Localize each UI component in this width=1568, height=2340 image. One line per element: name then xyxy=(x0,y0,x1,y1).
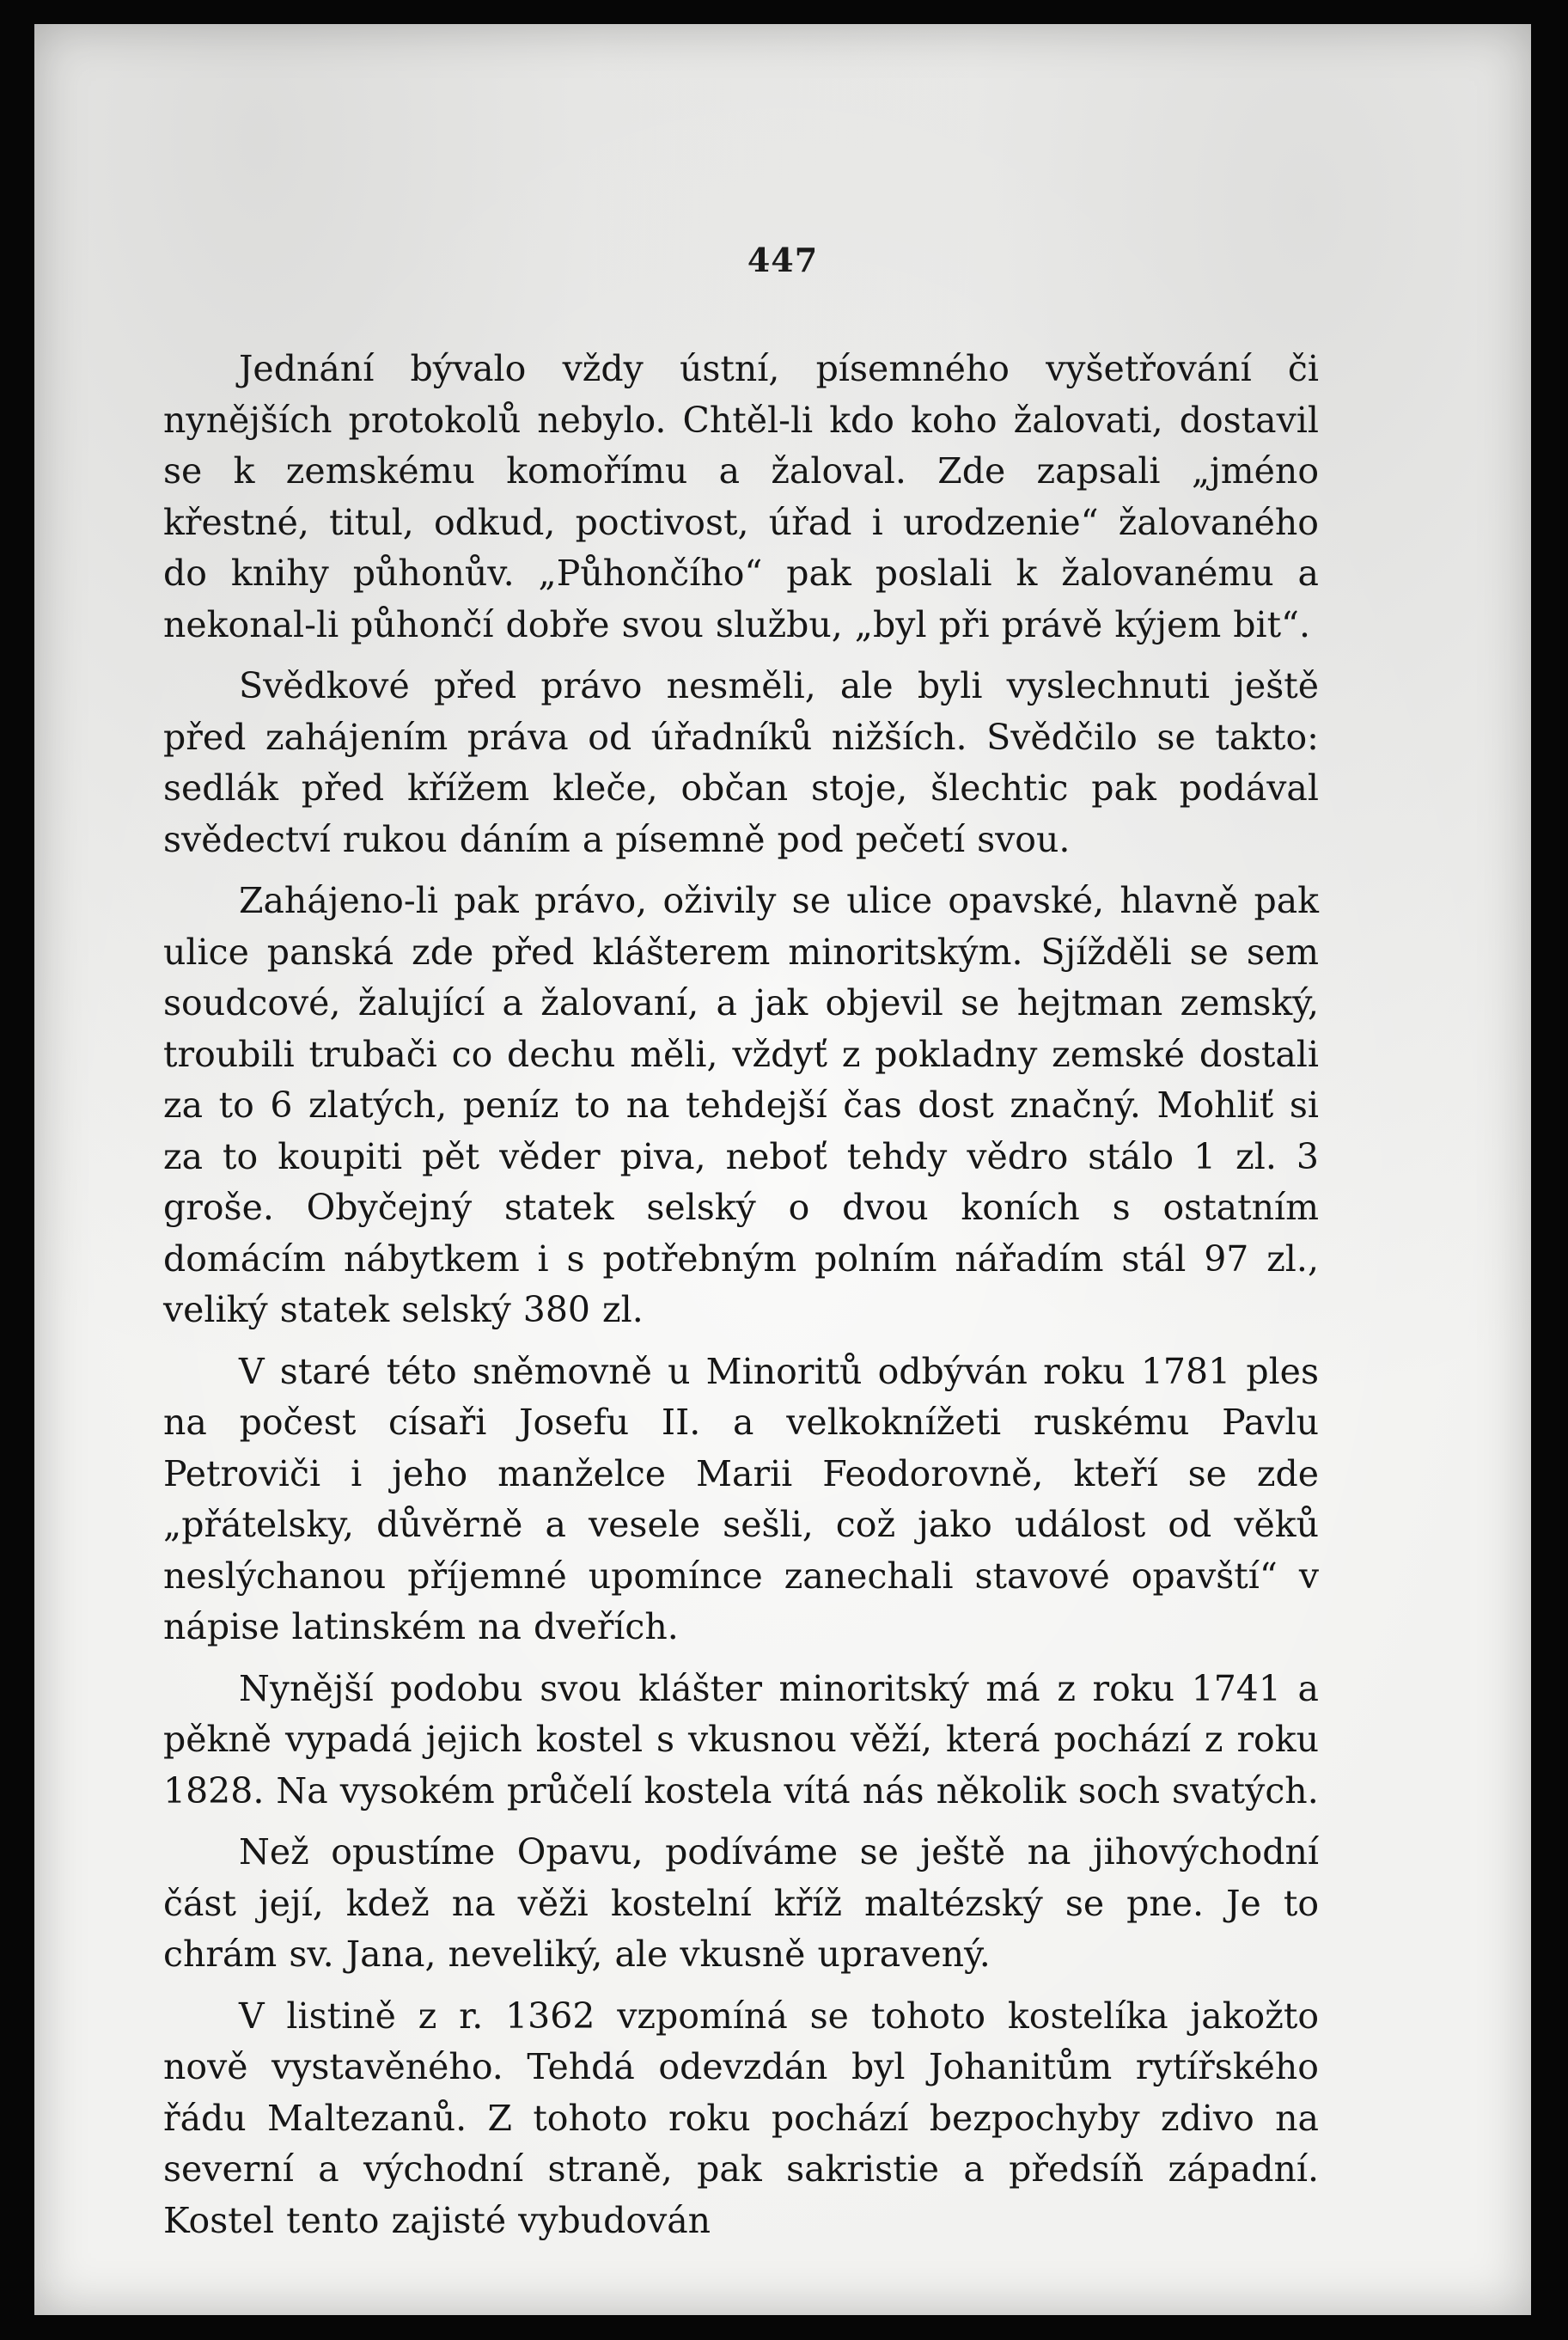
paragraph-6: Než opustíme Opavu, podíváme se ještě na jihovýchodní část její, kdež na věži kostelní kříž maltézský se pne. Je to chrám sv. Jana, neveliký, ale vkusně upravený. xyxy=(163,1831,1319,1975)
paragraph-5: Nynější podobu svou klášter minoritský má z roku 1741 a pěkně vypadá jejich kostel s vkusnou věží, která pochází z roku 1828. Na vysokém průčelí kostela vítá nás několik soch svatých. xyxy=(163,1667,1319,1812)
page-number: 447 xyxy=(747,241,819,279)
body-text xyxy=(163,344,1319,2257)
paragraph-7: V listině z r. 1362 vzpomíná se tohoto kostelíka jakožto nově vystavěného. Tehdá odevzdán byl Johanitům rytířského řádu Maltezanů. Z tohoto roku pochází bezpochyby zdivo na severní a východní straně, pak sakristie a předsíň západní. Kostel tento zajisté vybudován xyxy=(163,1995,1319,2241)
paragraph-3: Zahájeno-li pak právo, oživily se ulice opavské, hlavně pak ulice panská zde před klášterem minoritským. Sjížděli se sem soudcové, žalující a žalovaní, a jak objevil se hejtman zemský, troubili trubači co dechu měli, vždyť z pokladny zemské dostali za to 6 zlatých, peníz to na tehdejší čas dost značný. Mohliť si za to koupiti pět věder piva, neboť tehdy vědro stálo 1 zl. 3 groše. Obyčejný statek selský o dvou koních s ostatním domácím nábytkem i s potřebným polním nářadím stál 97 zl., veliký statek selský 380 zl. xyxy=(163,880,1319,1330)
paragraph-1: Jednání bývalo vždy ústní, písemného vyšetřování či nynějších protokolů nebylo. Chtěl-li kdo koho žalovati, dostavil se k zemskému komořímu a žaloval. Zde zapsali „jméno křestné, titul, odkud, poctivost, úřad i urodzenie“ žalovaného do knihy půhonův. „Půhončího“ pak poslali k žalovanému a nekonal-li půhončí dobře svou službu, „byl při právě kýjem bit“. xyxy=(163,348,1319,645)
paragraph-2: Svědkové před právo nesměli, ale byli vyslechnuti ještě před zahájením práva od úřadníků nižších. Svědčilo se takto: sedlák před křížem kleče, občan stoje, šlechtic pak podával svědectví rukou dáním a písemně pod pečetí svou. xyxy=(163,665,1319,860)
paragraph-4: V staré této sněmovně u Minoritů odbýván roku 1781 ples na počest císaři Josefu II. a velkoknížeti ruskému Pavlu Petroviči i jeho manželce Marii Feodorovně, kteří se zde „přátelsky, důvěrně a vesele sešli, což jako událost od věků neslýchanou příjemné upomínce zanechali stavové opavští“ v nápise latinském na dveřích. xyxy=(163,1350,1319,1647)
scanned-page xyxy=(34,24,1531,2315)
